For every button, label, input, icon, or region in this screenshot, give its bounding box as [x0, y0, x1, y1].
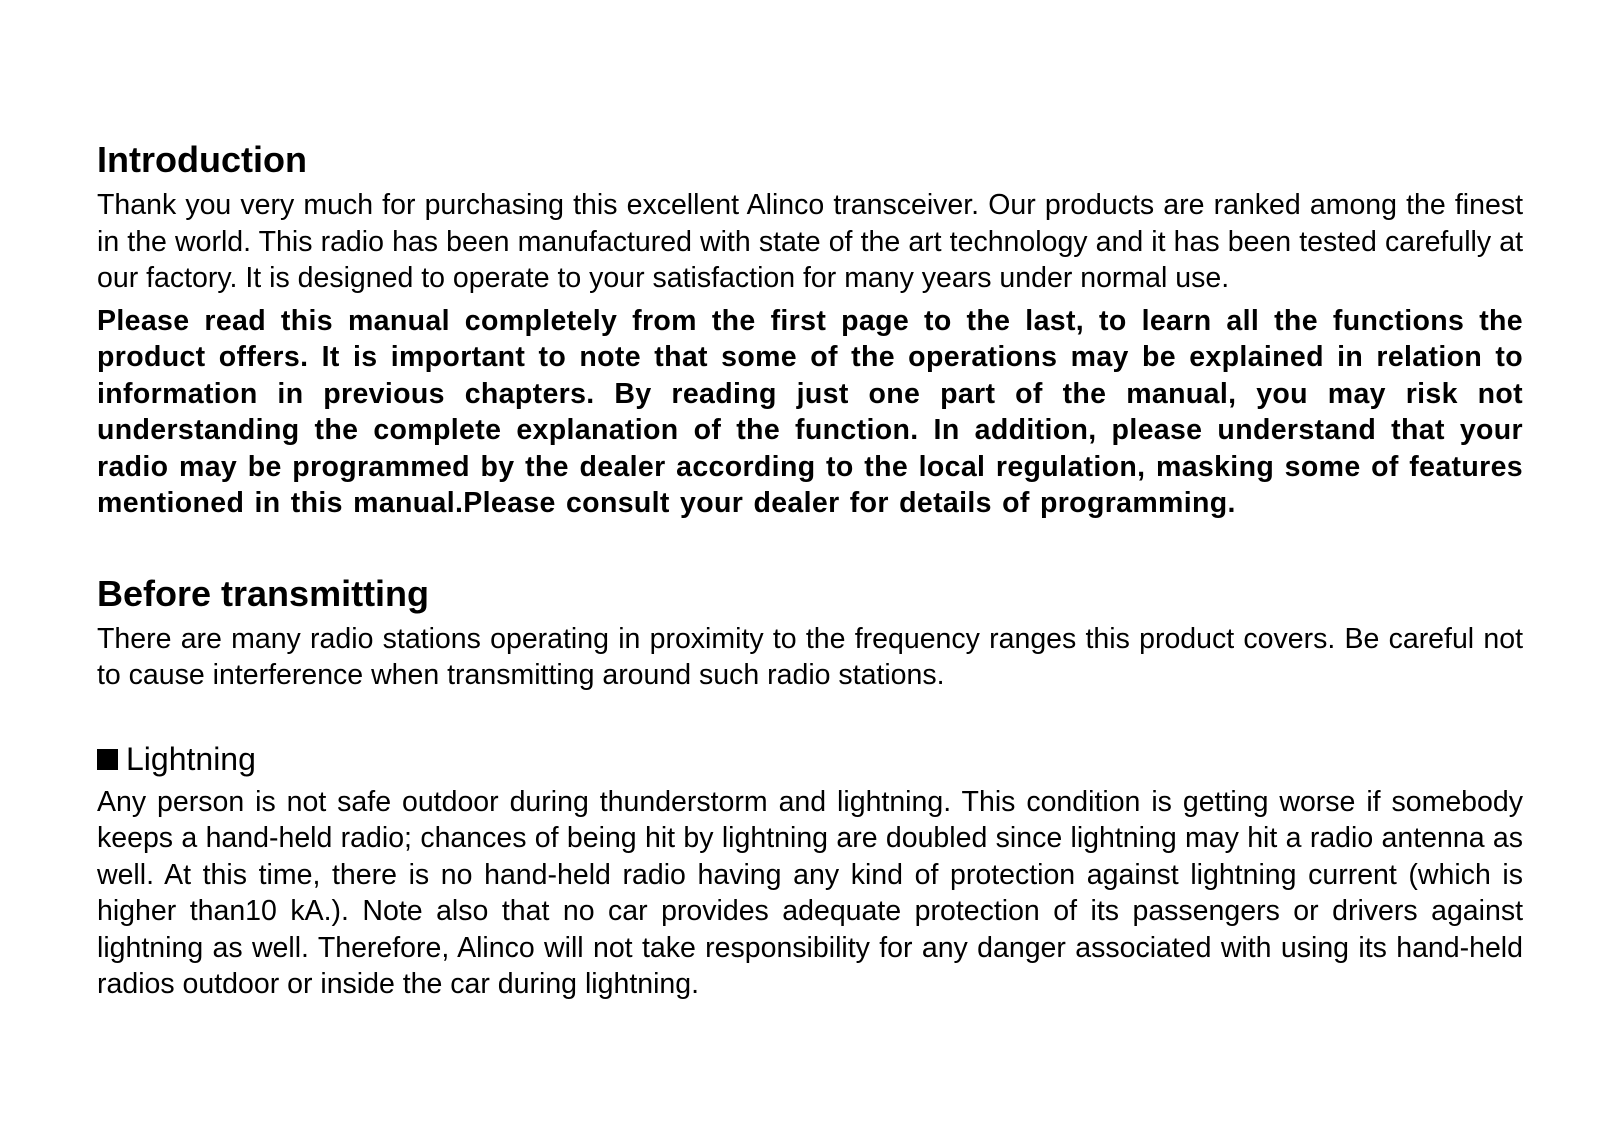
- black-square-icon: [97, 749, 118, 770]
- lightning-subheading: [97, 738, 1523, 780]
- before-transmitting-paragraph: There are many radio stations operating in proximity to the frequency ranges this product covers. Be careful not to cause interference when transmitting around such radio stations.: [97, 622, 1523, 691]
- introduction-notice-paragraph: Please read this manual completely from the first page to the last, to learn all the functions the product offers. It is important to note that some of the operations may be explained in relation to information in previous chapters. By reading just one part of the manual, you may risk not understanding the complete explanation of the function. In addition, please understand that your radio may be programmed by the dealer according to the local regulation, masking some of features mentioned in this manual.Please consult your dealer for details of programming.: [97, 304, 1523, 519]
- lightning-paragraph: Any person is not safe outdoor during thunderstorm and lightning. This condition is getting worse if somebody keeps a hand-held radio; chances of being hit by lightning are doubled since lightning may hit a radio antenna as well. At this time, there is no hand-held radio having any kind of protection against lightning current (which is higher than10 kA.). Note also that no car provides adequate protection of its passengers or drivers against lightning as well. Therefore, Alinco will not take responsibility for any danger associated with using its hand-held radios outdoor or inside the car during lightning.: [97, 785, 1523, 1000]
- lightning-subheading-label: Lightning: [126, 740, 256, 777]
- introduction-paragraph: Thank you very much for purchasing this excellent Alinco transceiver. Our products are ranked among the finest in the world. This radio has been manufactured with state of the art technology and it has been tested carefully at our factory. It is designed to operate to your satisfaction for many years under normal use.: [97, 189, 1523, 294]
- before-transmitting-heading: Before transmitting: [97, 572, 430, 614]
- document-page: [97, 138, 1523, 1003]
- introduction-heading: Introduction: [97, 139, 307, 180]
